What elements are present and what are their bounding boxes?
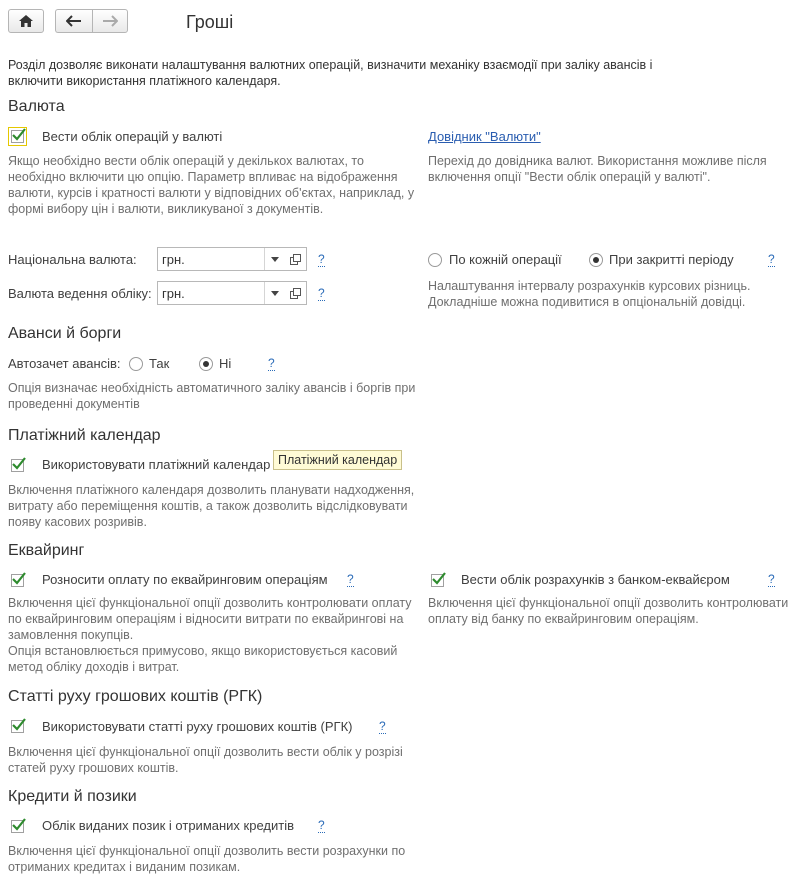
acquiring-distribute-checkbox[interactable] [11, 574, 24, 587]
acquiring-bank-checkbox[interactable] [431, 574, 444, 587]
checkmark-icon [11, 817, 27, 833]
acquiring-distribute-label[interactable]: Розносити оплату по еквайринговим операціям [42, 572, 328, 587]
section-loans-heading: Кредити й позики [8, 788, 137, 805]
accounting-currency-select[interactable] [157, 281, 286, 305]
arrow-left-icon [66, 15, 82, 27]
home-icon [18, 14, 34, 28]
section-advances-heading: Аванси й борги [8, 325, 122, 342]
acquiring-distribute-help[interactable]: ? [347, 572, 354, 586]
checkmark-icon [11, 717, 27, 733]
national-currency-open-button[interactable] [285, 247, 307, 271]
cashflow-checkbox[interactable] [11, 720, 24, 733]
checkmark-icon [11, 571, 27, 587]
chevron-down-icon[interactable] [271, 291, 279, 296]
auto-offset-no-label[interactable]: Ні [219, 356, 232, 371]
currency-directory-hint: Перехід до довідника валют. Використання можливе після включення опції "Вести облік операцій у валюті". [428, 154, 767, 184]
rate-interval-hint: Налаштування інтервалу розрахунків курсових різниць. Докладніше можна подивитися в опціональній довідці. [428, 279, 751, 309]
national-currency-label: Національна валюта: [8, 252, 137, 267]
page-title: Гроші [186, 12, 234, 32]
auto-offset-label: Автозачет авансів: [8, 356, 121, 371]
payment-calendar-hint: Включення платіжного календаря дозволить планувати надходження, витрату або переміщення коштів, а також дозволить відслідковувати появу касових розривів. [8, 483, 415, 529]
intro-text: Розділ дозволяє виконати налаштування валютних операцій, визначити механіку взаємодії при заліку авансів і включити використання платіжного календаря. [8, 58, 653, 88]
section-currency-heading: Валюта [8, 98, 65, 115]
checkmark-icon [431, 571, 447, 587]
currency-directory-link[interactable]: Довідник "Валюти" [428, 129, 541, 144]
accounting-currency-open-button[interactable] [285, 281, 307, 305]
accounting-currency-help[interactable]: ? [318, 286, 325, 300]
cashflow-label[interactable]: Використовувати статті руху грошових коштів (РГК) [42, 719, 353, 734]
rate-period-close-radio[interactable] [589, 253, 603, 267]
multi-currency-hint: Якщо необхідно вести облік операцій у декількох валютах, то необхідно включити цю опцію. Параметр впливає на відображення валюти, курсів і кратності валюти у відповідних об'єктах, наприклад, у формі вибору цін і валюти, викликуваної з документів. [8, 154, 415, 216]
auto-offset-help[interactable]: ? [268, 356, 275, 370]
home-button[interactable] [8, 9, 44, 33]
section-acquiring-heading: Еквайринг [8, 542, 85, 559]
loans-help[interactable]: ? [318, 818, 325, 832]
national-currency-help[interactable]: ? [318, 252, 325, 266]
auto-offset-yes-radio[interactable] [129, 357, 143, 371]
acquiring-bank-label[interactable]: Вести облік розрахунків з банком-еквайєром [461, 572, 730, 587]
acquiring-bank-hint: Включення цієї функціональної опції дозволить контролювати оплату від банку по еквайринговим операціям. [428, 596, 789, 626]
payment-calendar-label[interactable]: Використовувати платіжний календар [42, 457, 271, 472]
national-currency-select[interactable] [157, 247, 286, 271]
cashflow-help[interactable]: ? [379, 719, 386, 733]
arrow-right-icon [102, 15, 118, 27]
payment-calendar-checkbox[interactable] [11, 459, 24, 472]
auto-offset-yes-label[interactable]: Так [149, 356, 170, 371]
open-window-icon [290, 288, 301, 299]
loans-checkbox[interactable] [11, 820, 24, 833]
multi-currency-label[interactable]: Вести облік операцій у валюті [42, 129, 223, 144]
checkmark-icon [11, 456, 27, 472]
loans-hint: Включення цієї функціональної опції дозволить вести розрахунки по отриманих кредитах і виданим позикам. [8, 844, 406, 874]
rate-period-close-label[interactable]: При закритті періоду [609, 252, 734, 267]
rate-interval-help[interactable]: ? [768, 252, 775, 266]
section-cashflow-heading: Статті руху грошових коштів (РГК) [8, 688, 263, 705]
chevron-down-icon[interactable] [271, 257, 279, 262]
back-button[interactable] [55, 9, 93, 33]
acquiring-distribute-hint: Включення цієї функціональної опції дозволить контролювати оплату по еквайринговим операціям і відносити витрати по еквайрингові на замовлення покупців. Опція встановлюється примусово, якщо використовується касовий метод обліку доходів і витрат. [8, 596, 412, 674]
payment-calendar-tooltip: Платіжний календар [273, 450, 402, 470]
auto-offset-no-radio[interactable] [199, 357, 213, 371]
section-payment-calendar-heading: Платіжний календар [8, 427, 161, 444]
rate-each-operation-radio[interactable] [428, 253, 442, 267]
acquiring-bank-help[interactable]: ? [768, 572, 775, 586]
auto-offset-hint: Опція визначає необхідність автоматичного заліку авансів і боргів при проведенні документів [8, 381, 416, 411]
accounting-currency-value: грн. [162, 286, 185, 301]
checkmark-icon [11, 127, 27, 143]
loans-label[interactable]: Облік виданих позик і отриманих кредитів [42, 818, 294, 833]
accounting-currency-label: Валюта ведення обліку: [8, 286, 152, 301]
open-window-icon [290, 254, 301, 265]
forward-button[interactable] [92, 9, 128, 33]
national-currency-value: грн. [162, 252, 185, 267]
multi-currency-checkbox[interactable] [11, 130, 24, 143]
cashflow-hint: Включення цієї функціональної опції дозволить вести облік у розрізі статей руху грошових коштів. [8, 745, 403, 775]
rate-each-operation-label[interactable]: По кожній операції [449, 252, 562, 267]
